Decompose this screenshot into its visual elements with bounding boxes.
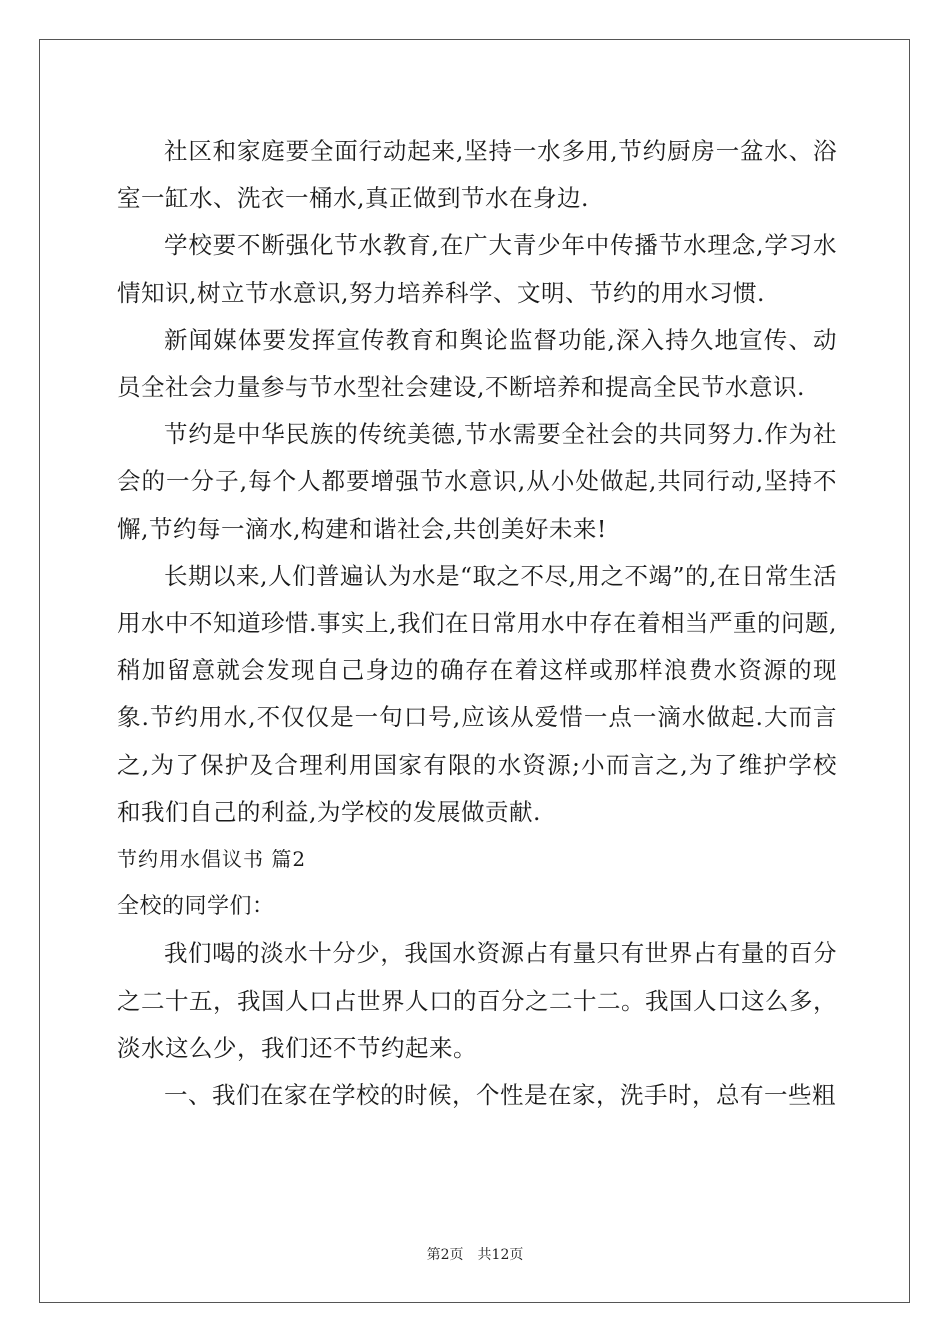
paragraph-media: 新闻媒体要发挥宣传教育和舆论监督功能,深入持久地宣传、动员全社会力量参与节水型社会建设,不断培养和提高全民节水意识. [117,325,837,402]
paragraph-virtue: 节约是中华民族的传统美德,节水需要全社会的共同努力.作为社会的一分子,每个人都要增强节水意识,从小处做起,共同行动,坚持不懈,节约每一滴水,构建和谐社会,共创美好未来! [117,420,837,543]
document-body [117,128,837,1119]
section-heading: 节约用水倡议书 篇2 [117,847,307,872]
paragraph-school: 学校要不断强化节水教育,在广大青少年中传播节水理念,学习水情知识,树立节水意识,努力培养科学、文明、节约的用水习惯. [117,231,837,307]
page-number: 第2页 [426,1247,464,1263]
salutation: 全校的同学们： [117,894,275,920]
page-total: 共12页 [477,1247,524,1263]
paragraph-community: 社区和家庭要全面行动起来,坚持一水多用,节约厨房一盆水、浴室一缸水、洗衣一桶水,真正做到节水在身边. [117,137,837,213]
paragraph-freshwater: 我们喝的淡水十分少，我国水资源占有量只有世界占有量的百分之二十五，我国人口占世界人口的百分之二十二。我国人口这么多，淡水这么少，我们还不节约起来。 [117,939,837,1062]
paragraph-at-home: 一、我们在家在学校的时候，个性是在家，洗手时，总有一些粗 [164,1081,836,1110]
paragraph-long-term: 长期以来,人们普遍认为水是“取之不尽,用之不竭”的,在日常生活用水中不知道珍惜.事实上,我们在日常用水中存在着相当严重的问题,稍加留意就会发现自己身边的确存在着这样或那样浪费水资源的现象.节约用水,不仅仅是一句口号,应该从爱惜一点一滴水做起.大而言之,为了保护及合理利用国家有限的水资源;小而言之,为了维护学校和我们自己的利益,为学校的发展做贡献. [117,561,837,826]
page-footer [0,1244,950,1264]
